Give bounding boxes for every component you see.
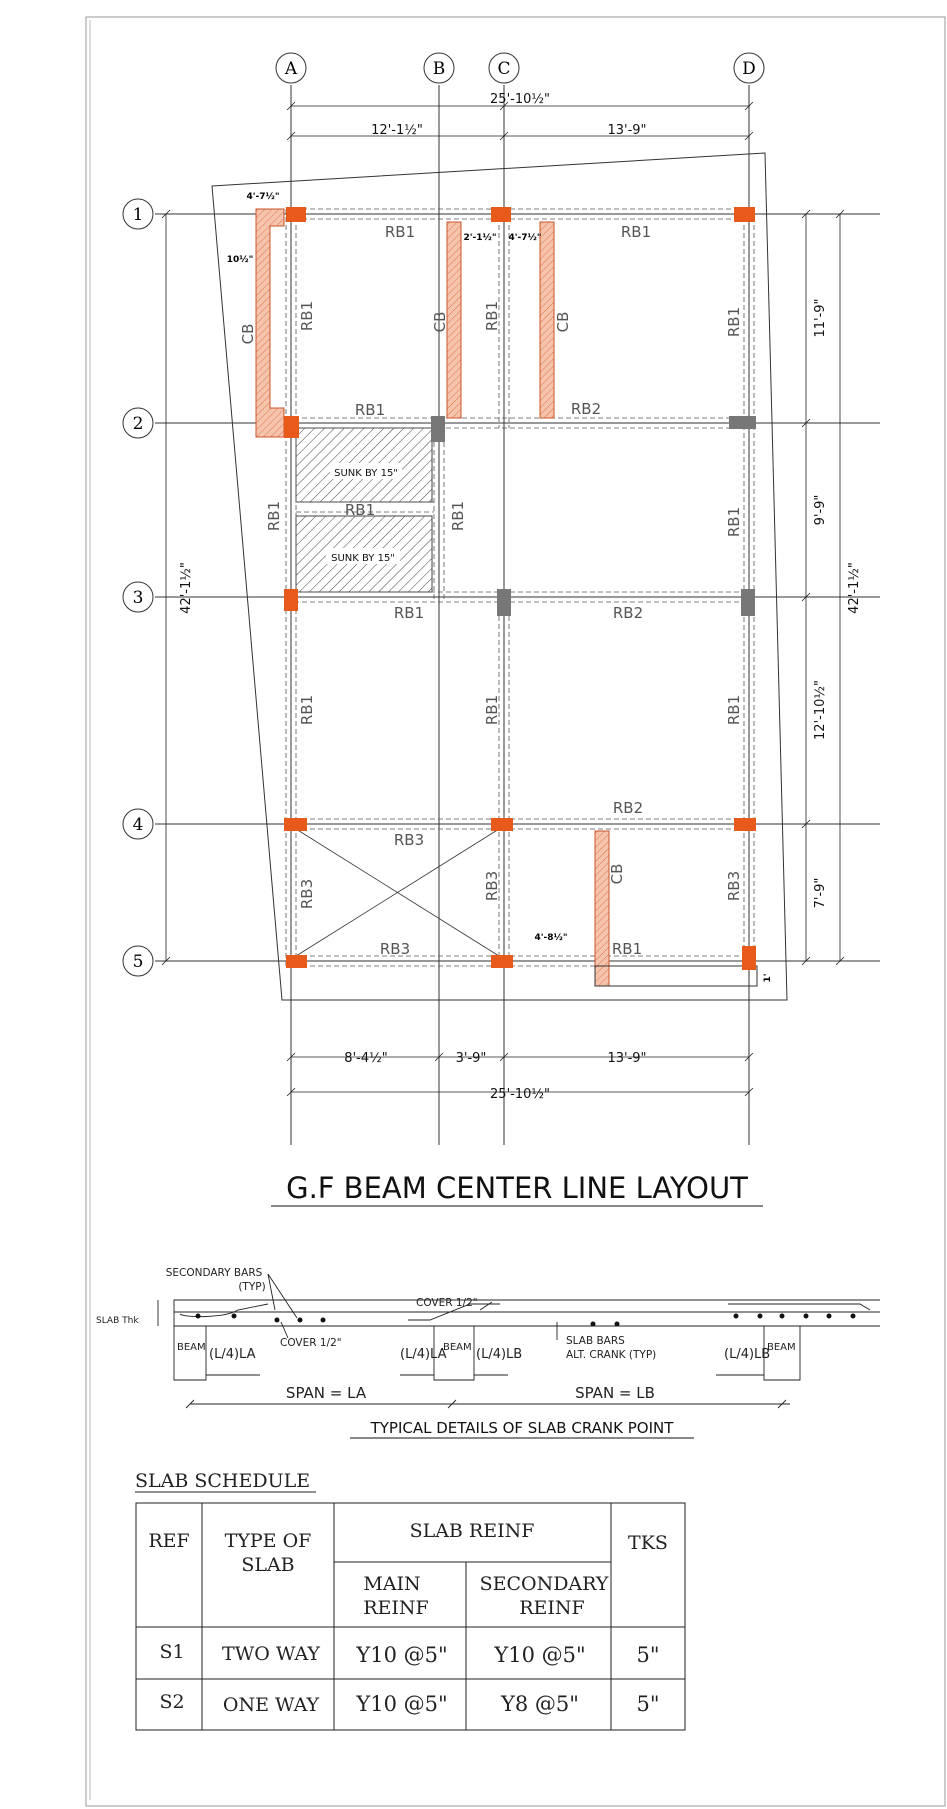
- projection-outline: [595, 966, 757, 986]
- svg-text:12'-10½": 12'-10½": [813, 680, 828, 740]
- svg-text:REINF: REINF: [519, 1597, 585, 1619]
- grid-bubble-d: [734, 53, 764, 83]
- svg-text:MAIN: MAIN: [363, 1573, 421, 1595]
- svg-text:5": 5": [636, 1643, 660, 1667]
- svg-text:ONE WAY: ONE WAY: [222, 1694, 320, 1716]
- svg-text:TKS: TKS: [628, 1532, 668, 1554]
- schedule-row-s1: [159, 1641, 659, 1667]
- svg-text:RB1: RB1: [483, 300, 501, 332]
- svg-text:42'-1½": 42'-1½": [847, 562, 862, 614]
- svg-text:Y10 @5": Y10 @5": [356, 1692, 448, 1716]
- svg-text:4'-7½": 4'-7½": [246, 192, 280, 202]
- svg-text:1': 1': [763, 973, 773, 983]
- svg-text:BEAM: BEAM: [177, 1342, 206, 1353]
- grid-bubble-a: [276, 53, 306, 83]
- crank-detail-bars: [196, 1314, 856, 1327]
- grid-bubble-2: [123, 408, 153, 438]
- svg-text:(L/4)LA: (L/4)LA: [209, 1347, 256, 1362]
- svg-text:RB2: RB2: [612, 604, 644, 622]
- svg-text:SLAB BARS: SLAB BARS: [566, 1335, 625, 1347]
- svg-text:RB1: RB1: [393, 604, 425, 622]
- grid-bubble-1: [123, 199, 153, 229]
- svg-text:Y8 @5": Y8 @5": [501, 1692, 579, 1716]
- svg-text:B: B: [432, 59, 446, 79]
- svg-text:12'-1½": 12'-1½": [371, 123, 423, 138]
- svg-text:TYPE OF: TYPE OF: [224, 1530, 312, 1552]
- svg-text:3: 3: [132, 588, 144, 608]
- svg-text:BEAM: BEAM: [767, 1342, 796, 1353]
- svg-text:25'-10½": 25'-10½": [490, 92, 550, 107]
- svg-text:8'-4½": 8'-4½": [344, 1051, 388, 1066]
- svg-text:RB3: RB3: [379, 940, 411, 958]
- schedule-table-header: [148, 1520, 668, 1619]
- svg-text:SECONDARY: SECONDARY: [479, 1573, 609, 1595]
- svg-text:ALT. CRANK (TYP): ALT. CRANK (TYP): [566, 1349, 657, 1361]
- svg-text:RB1: RB1: [298, 694, 316, 726]
- svg-text:(L/4)LB: (L/4)LB: [724, 1347, 771, 1362]
- svg-text:SECONDARY BARS: SECONDARY BARS: [165, 1267, 263, 1279]
- svg-text:10½": 10½": [226, 255, 254, 265]
- svg-text:RB2: RB2: [570, 400, 602, 418]
- svg-text:BEAM: BEAM: [443, 1342, 472, 1353]
- grid-bubble-4: [123, 809, 153, 839]
- sunk-label-bottom: SUNK BY 15": [331, 553, 395, 564]
- crank-detail-title: TYPICAL DETAILS OF SLAB CRANK POINT: [370, 1419, 674, 1437]
- svg-text:4'-8½": 4'-8½": [534, 933, 568, 943]
- svg-text:A: A: [284, 59, 298, 79]
- svg-text:7'-9": 7'-9": [813, 877, 828, 909]
- svg-text:(L/4)LB: (L/4)LB: [476, 1347, 523, 1362]
- svg-text:RB1: RB1: [725, 506, 743, 538]
- svg-text:RB2: RB2: [612, 799, 644, 817]
- svg-text:D: D: [742, 59, 756, 79]
- svg-text:RB3: RB3: [725, 870, 743, 902]
- svg-text:RB3: RB3: [483, 870, 501, 902]
- svg-text:RB3: RB3: [298, 878, 316, 910]
- svg-text:RB1: RB1: [611, 940, 643, 958]
- svg-text:Y10 @5": Y10 @5": [494, 1643, 586, 1667]
- cantilever-beam-4: [595, 831, 609, 986]
- svg-text:CB: CB: [608, 863, 626, 885]
- svg-text:CB: CB: [431, 311, 449, 333]
- svg-text:5": 5": [636, 1692, 660, 1716]
- svg-text:2: 2: [132, 414, 144, 434]
- svg-text:4'-7½": 4'-7½": [508, 233, 542, 243]
- svg-text:SPAN = LA: SPAN = LA: [285, 1384, 367, 1402]
- svg-text:C: C: [497, 59, 511, 79]
- svg-text:SLAB REINF: SLAB REINF: [409, 1520, 535, 1542]
- svg-text:S1: S1: [159, 1641, 185, 1663]
- cantilever-beam-3: [540, 222, 554, 418]
- svg-text:RB1: RB1: [483, 694, 501, 726]
- schedule-title: SLAB SCHEDULE: [135, 1470, 311, 1492]
- svg-text:Y10 @5": Y10 @5": [356, 1643, 448, 1667]
- grid-bubble-b: [424, 53, 454, 83]
- cantilever-beam-2: [447, 222, 461, 418]
- svg-text:9'-9": 9'-9": [813, 494, 828, 526]
- svg-text:TWO WAY: TWO WAY: [222, 1643, 320, 1665]
- grid-bubble-5: [123, 946, 153, 976]
- svg-text:RB1: RB1: [384, 223, 416, 241]
- svg-text:RB1: RB1: [265, 500, 283, 532]
- svg-text:(TYP): (TYP): [238, 1281, 266, 1293]
- svg-text:RB3: RB3: [393, 831, 425, 849]
- crank-detail-texts: [96, 1267, 796, 1402]
- sunk-label-top: SUNK BY 15": [334, 468, 398, 479]
- cantilever-beam-1: [256, 209, 284, 437]
- svg-text:1: 1: [132, 205, 144, 225]
- svg-text:SLAB: SLAB: [241, 1554, 295, 1576]
- svg-text:RB1: RB1: [725, 306, 743, 338]
- svg-text:42'-1½": 42'-1½": [179, 562, 194, 614]
- svg-text:(L/4)LA: (L/4)LA: [400, 1347, 447, 1362]
- svg-text:S2: S2: [159, 1691, 185, 1713]
- svg-text:CB: CB: [554, 311, 572, 333]
- svg-text:RB1: RB1: [449, 500, 467, 532]
- svg-text:3'-9": 3'-9": [455, 1051, 487, 1066]
- svg-text:2'-1½": 2'-1½": [463, 233, 497, 243]
- schedule-row-s2: [159, 1691, 659, 1716]
- layout-title: G.F BEAM CENTER LINE LAYOUT: [286, 1171, 748, 1205]
- svg-text:5: 5: [132, 952, 144, 972]
- svg-text:RB1: RB1: [298, 300, 316, 332]
- grid-bubble-c: [489, 53, 519, 83]
- svg-text:RB1: RB1: [344, 501, 376, 519]
- svg-text:4: 4: [132, 815, 144, 835]
- svg-text:REF: REF: [148, 1530, 190, 1552]
- svg-text:RB1: RB1: [620, 223, 652, 241]
- crank-detail-drawing: [158, 1274, 880, 1408]
- svg-text:CB: CB: [239, 323, 257, 345]
- svg-text:13'-9": 13'-9": [607, 123, 647, 138]
- svg-text:SPAN = LB: SPAN = LB: [575, 1384, 655, 1402]
- svg-text:SLAB Thk: SLAB Thk: [96, 1316, 139, 1326]
- svg-text:11'-9": 11'-9": [813, 298, 828, 338]
- svg-text:RB1: RB1: [354, 401, 386, 419]
- svg-text:COVER 1/2": COVER 1/2": [416, 1297, 478, 1309]
- svg-text:25'-10½": 25'-10½": [490, 1087, 550, 1102]
- svg-text:13'-9": 13'-9": [607, 1051, 647, 1066]
- svg-text:RB1: RB1: [725, 694, 743, 726]
- svg-text:COVER 1/2": COVER 1/2": [280, 1337, 342, 1349]
- svg-text:REINF: REINF: [363, 1597, 429, 1619]
- grid-bubble-3: [123, 582, 153, 612]
